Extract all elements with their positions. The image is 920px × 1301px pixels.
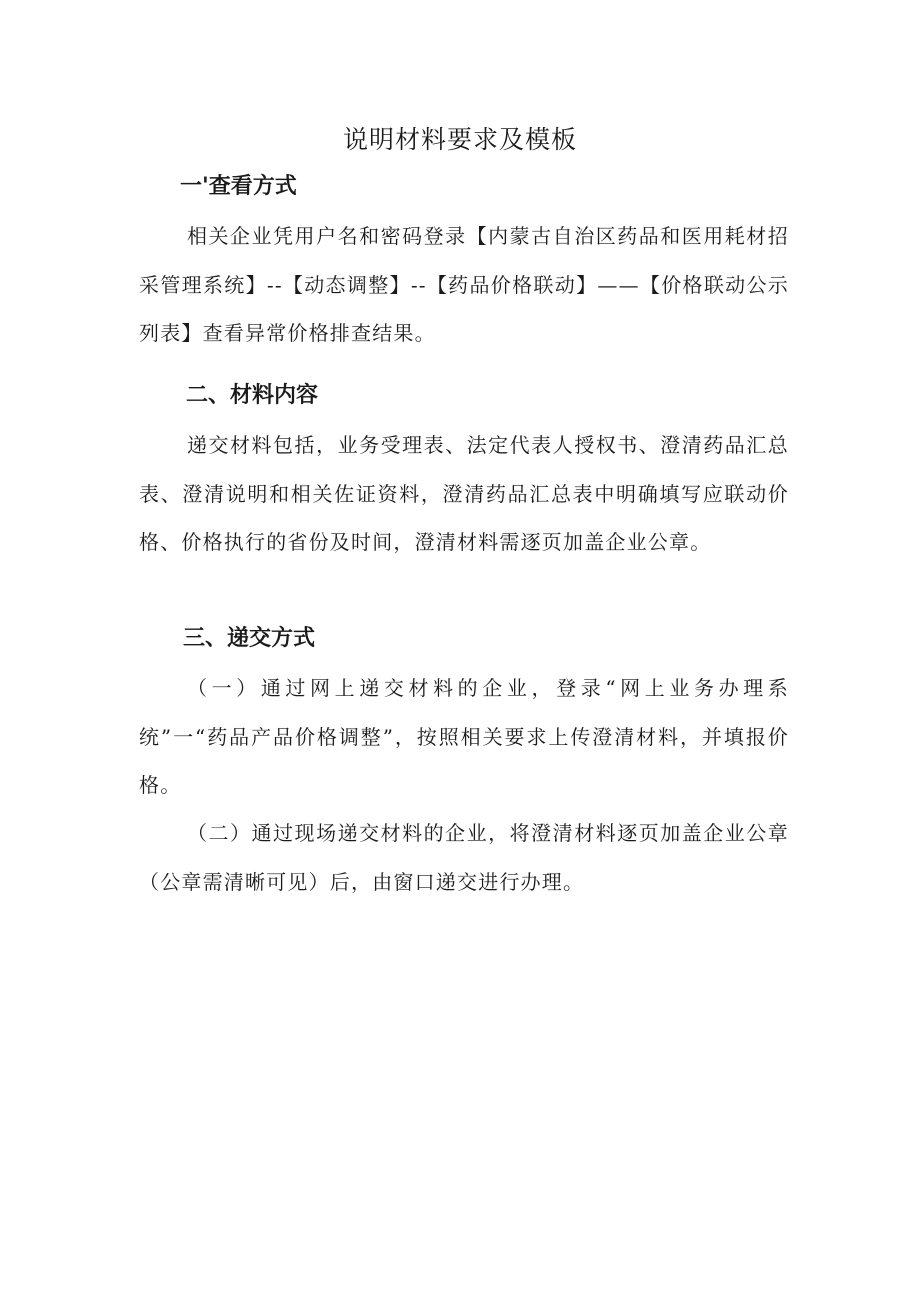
paragraph-onsite-submission: （二）通过现场递交材料的企业，将澄清材料逐页加盖企业公章（公章需清晰可见）后，由窗口递交进行办理。 [139, 821, 789, 894]
section-heading-material-content: 二、材料内容 [186, 383, 319, 408]
paragraph-online-submission: （一）通过网上递交材料的企业，登录“网上业务办理系统”一“药品产品价格调整”，按照相关要求上传澄清材料，并填报价格。 [139, 676, 789, 797]
paragraph-view-method: 相关企业凭用户名和密码登录【内蒙古自治区药品和医用耗材招采管理系统】--【动态调整】--【药品价格联动】——【价格联动公示列表】查看异常价格排查结果。 [139, 224, 789, 345]
section-heading-submission-method: 三、递交方式 [183, 626, 316, 651]
paragraph-material-content: 递交材料包括，业务受理表、法定代表人授权书、澄清药品汇总表、澄清说明和相关佐证资料，澄清药品汇总表中明确填写应联动价格、价格执行的省份及时间，澄清材料需逐页加盖企业公章。 [139, 433, 789, 554]
document-title: 说明材料要求及模板 [342, 125, 577, 154]
section-heading-view-method: 一'查看方式 [180, 174, 297, 199]
